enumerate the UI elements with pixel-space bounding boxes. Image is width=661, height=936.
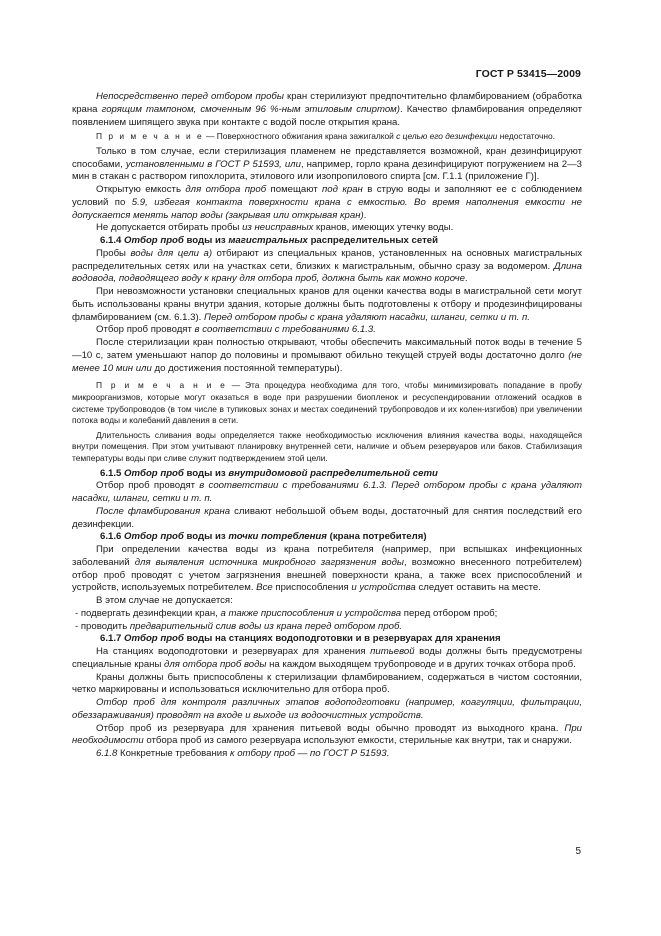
document-body xyxy=(72,91,582,761)
paragraph: Отбор проб из резервуара для хранения питьевой воды обычно проводят из выходного крана. При необходимости отбора проб из самого резервуара используют емкости, стерильные как внутри, так и снаружи. xyxy=(72,722,582,747)
section-heading-6-1-4: 6.1.4 Отбор проб воды из магистральных распределительных сетей xyxy=(100,235,439,247)
paragraph: Отбор проб проводят в соответствии с требованиями 6.1.3. xyxy=(96,324,376,336)
standard-header: ГОСТ Р 53415—2009 xyxy=(475,68,581,80)
paragraph: В этом случае не допускается: xyxy=(96,595,233,606)
paragraph: Непосредственно перед отбором пробы кран стерилизуют предпочтительно фламбированием (обработка крана горящим тампоном, смоченным 96 %-ным этиловым спиртом). Качество фламбирования определяют появлением шипящего звука при контакте с водой после открытия крана. xyxy=(72,91,582,128)
paragraph: При невозможности установки специальных кранов для оценки качества воды в магистральной сети могут быть использованы краны внутри здания, которые должны быть подготовлены к отбору и продезинфицированы фламбированием (см. 6.1.3). Перед отбором пробы с крана удаляют насадки, шланги, сетки и т. п. xyxy=(72,286,582,323)
note: П р и м е ч а н и е — Поверхностного обжигания крана зажигалкой с целью его дезинфекции недостаточно. xyxy=(96,131,555,142)
paragraph: Краны должны быть приспособлены к стерилизации фламбированием, содержаться в чистом состоянии, четко маркированы и использоваться исключительно для отбора проб. xyxy=(72,671,582,696)
list-item: - подвергать дезинфекции кран, а также приспособления и устройства перед отбором проб; xyxy=(75,607,498,619)
note-continuation: Длительность сливания воды определяется также необходимостью исключения влияния качества воды, находящейся внутри помещения. При этом учитывают планировку внутренней сети, наличие и объем резервуаров или баков. Стабилизация температуры воды при сливе служит подтверждением этой цели. xyxy=(72,429,582,463)
note: П р и м е ч а н и е — Эта процедура необходима для того, чтобы минимизировать попадание в пробу микроорганизмов, которые могут оказаться в воде при разрушении биопленок и ресуспендировании отложений осадков в системе трубопроводов (в том числе в тупиковых зонах и местах соединений трубопроводов и их колен-изгибов) при увеличении потока воды и колебаний давления в сети. xyxy=(72,380,582,426)
list-item: - проводить предварительный слив воды из крана перед отбором проб. xyxy=(75,620,403,632)
paragraph: На станциях водоподготовки и резервуарах для хранения питьевой воды должны быть предусмотрены специальные краны для отбора проб воды на каждом выходящем трубопроводе и в других точках отбора проб. xyxy=(72,646,582,670)
paragraph: Открытую емкость для отбора проб помещают под кран в струю воды и заполняют ее с соблюдением условий по 5.9, избегая контакта поверхности крана с емкостью. Во время наполнения емкости не допускается менять напор воды (закрывая или открывая кран). xyxy=(72,184,583,221)
paragraph: После фламбирования крана сливают небольшой объем воды, достаточный для снятия последствий его дезинфекции. xyxy=(72,505,582,530)
paragraph: Отбор проб для контроля различных этапов водоподготовки (например, коагуляции, фильтрации, обеззараживания) проводят на входе и выходе из водоочистных устройств. xyxy=(72,697,582,721)
paragraph: Не допускается отбирать пробы из неисправных кранов, имеющих утечку воды. xyxy=(96,222,454,234)
section-heading-6-1-5: 6.1.5 Отбор проб воды из внутридомовой распределительной сети xyxy=(100,467,438,479)
section-heading-6-1-6: 6.1.6 Отбор проб воды из точки потребления (крана потребителя) xyxy=(100,531,427,543)
paragraph: При определении качества воды из крана потребителя (например, при вспышках инфекционных заболеваний для выявления источника микробного загрязнения воды, возможно внесенного потребителем) отбор проб проводят с учетом загрязнения внешней поверхности крана, а также всех приспособлений и устройств, используемых потребителем. Все приспособления и устройства следует оставить на месте. xyxy=(72,544,582,594)
paragraph: Отбор проб проводят в соответствии с требованиями 6.1.3. Перед отбором пробы с крана удаляют насадки, шланги, сетки и т. п. xyxy=(72,480,583,504)
section-heading-6-1-7: 6.1.7 Отбор проб воды на станциях водоподготовки и в резервуарах для хранения xyxy=(100,633,501,645)
paragraph: Только в том случае, если стерилизация пламенем не представляется возможной, кран дезинфицируют способами, установленными в ГОСТ Р 51593, или, например, горло крана дезинфицируют погружением на 2—3 мин в стакан с раствором гипохлорита, этилового или изопропилового спирта [см. Г.1.1 (приложение Г)]. xyxy=(72,145,582,183)
page-number: 5 xyxy=(575,846,581,857)
paragraph: После стерилизации кран полностью открывают, чтобы обеспечить максимальный поток воды в течение 5—10 с, затем уменьшают напор до половины и промывают обильно текущей струей воды достаточно долго (не менее 10 мин или до достижения постоянной температуры). xyxy=(72,337,582,374)
section-heading-6-1-8: 6.1.8 Конкретные требования к отбору проб — по ГОСТ Р 51593. xyxy=(96,748,390,759)
paragraph: Пробы воды для цели а) отбирают из специальных кранов, установленных на основных магистральных распределительных сетях или на участках сети, близких к магистральным, обычно сразу за водомером. Длина водовода, подводящего воду к крану для отбора проб, должна быть как можно короче. xyxy=(72,247,583,285)
